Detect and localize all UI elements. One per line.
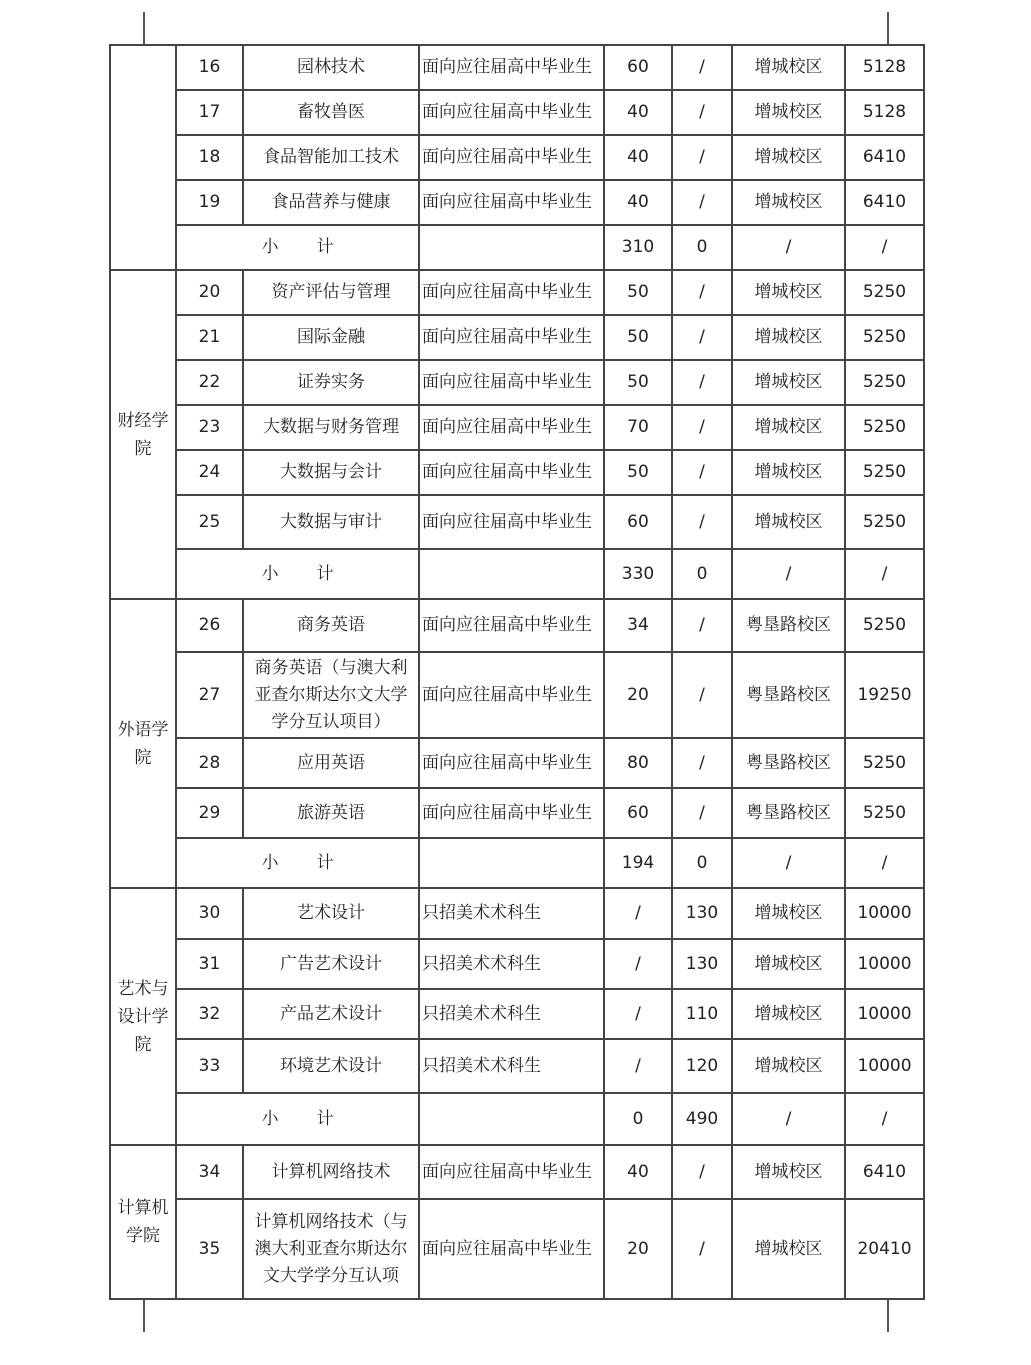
plan-general: / (604, 989, 672, 1039)
subtotal-campus: / (732, 838, 845, 888)
department-cell: 计算机学院 (110, 1145, 176, 1299)
crop-mark-bottom-left (143, 1298, 145, 1332)
tuition-fee: 6410 (845, 135, 924, 180)
plan-art: 130 (672, 939, 732, 989)
plan-general: 40 (604, 135, 672, 180)
tuition-fee: 6410 (845, 180, 924, 225)
tuition-fee: 5250 (845, 405, 924, 450)
target-students: 只招美术术科生 (419, 888, 604, 939)
plan-art: / (672, 788, 732, 838)
campus: 增城校区 (732, 90, 845, 135)
department-cell (110, 45, 176, 270)
row-number: 28 (176, 738, 243, 788)
row-number: 35 (176, 1199, 243, 1299)
row-number: 16 (176, 45, 243, 90)
subtotal-art: 0 (672, 549, 732, 599)
table-row (110, 450, 924, 495)
tuition-fee: 5250 (845, 495, 924, 549)
target-students: 只招美术术科生 (419, 1039, 604, 1093)
subtotal-row (110, 1093, 924, 1145)
plan-art: / (672, 652, 732, 738)
table-row (110, 738, 924, 788)
plan-general: 60 (604, 788, 672, 838)
tuition-fee: 5250 (845, 738, 924, 788)
campus: 增城校区 (732, 405, 845, 450)
row-number: 24 (176, 450, 243, 495)
subtotal-general: 0 (604, 1093, 672, 1145)
subtotal-label-char: 小 (261, 237, 279, 257)
tuition-fee: 10000 (845, 939, 924, 989)
major-name: 艺术设计 (243, 888, 419, 939)
target-students: 面向应往届高中毕业生 (419, 315, 604, 360)
crop-mark-bottom-right (887, 1298, 889, 1332)
row-number: 33 (176, 1039, 243, 1093)
subtotal-row (110, 838, 924, 888)
major-name: 广告艺术设计 (243, 939, 419, 989)
major-name: 食品智能加工技术 (243, 135, 419, 180)
subtotal-label-char: 小 (261, 852, 279, 873)
plan-general: 60 (604, 45, 672, 90)
target-students: 面向应往届高中毕业生 (419, 1199, 604, 1299)
row-number: 34 (176, 1145, 243, 1199)
plan-general: 34 (604, 599, 672, 652)
major-name: 产品艺术设计 (243, 989, 419, 1039)
campus: 增城校区 (732, 135, 845, 180)
campus: 增城校区 (732, 1199, 845, 1299)
subtotal-art: 490 (672, 1093, 732, 1145)
plan-art: / (672, 1145, 732, 1199)
target-students: 面向应往届高中毕业生 (419, 45, 604, 90)
tuition-fee: 10000 (845, 989, 924, 1039)
department-cell: 艺术与设计学院 (110, 888, 176, 1145)
tuition-fee: 10000 (845, 1039, 924, 1093)
campus: 增城校区 (732, 270, 845, 315)
table-row (110, 270, 924, 315)
subtotal-general: 330 (604, 549, 672, 599)
tuition-fee: 20410 (845, 1199, 924, 1299)
target-students: 面向应往届高中毕业生 (419, 652, 604, 738)
campus: 增城校区 (732, 939, 845, 989)
subtotal-general: 194 (604, 838, 672, 888)
plan-general: / (604, 939, 672, 989)
major-name: 计算机网络技术 (243, 1145, 419, 1199)
tuition-fee: 5250 (845, 315, 924, 360)
subtotal-label-char: 小 (261, 1108, 279, 1129)
campus: 增城校区 (732, 888, 845, 939)
plan-general: 40 (604, 1145, 672, 1199)
target-students: 面向应往届高中毕业生 (419, 495, 604, 549)
major-name: 大数据与财务管理 (243, 405, 419, 450)
plan-art: / (672, 315, 732, 360)
table-row (110, 1199, 924, 1299)
tuition-fee: 5128 (845, 45, 924, 90)
row-number: 26 (176, 599, 243, 652)
table-row (110, 888, 924, 939)
tuition-fee: 5250 (845, 270, 924, 315)
plan-art: / (672, 738, 732, 788)
table-row (110, 599, 924, 652)
campus: 增城校区 (732, 315, 845, 360)
plan-art: / (672, 270, 732, 315)
plan-general: 50 (604, 315, 672, 360)
major-name: 食品营养与健康 (243, 180, 419, 225)
row-number: 30 (176, 888, 243, 939)
subtotal-art: 0 (672, 225, 732, 270)
subtotal-label (176, 225, 419, 270)
subtotal-label (176, 838, 419, 888)
plan-art: / (672, 360, 732, 405)
row-number: 25 (176, 495, 243, 549)
tuition-fee: 5250 (845, 450, 924, 495)
row-number: 27 (176, 652, 243, 738)
plan-general: 50 (604, 360, 672, 405)
row-number: 23 (176, 405, 243, 450)
plan-art: / (672, 135, 732, 180)
department-cell: 财经学院 (110, 270, 176, 599)
plan-general: 70 (604, 405, 672, 450)
target-students: 只招美术术科生 (419, 989, 604, 1039)
subtotal-general: 310 (604, 225, 672, 270)
subtotal-campus: / (732, 1093, 845, 1145)
row-number: 20 (176, 270, 243, 315)
plan-general: 20 (604, 652, 672, 738)
table-row (110, 652, 924, 738)
table-row (110, 360, 924, 405)
major-name: 园林技术 (243, 45, 419, 90)
subtotal-empty (419, 225, 604, 270)
table-row (110, 405, 924, 450)
subtotal-campus: / (732, 225, 845, 270)
plan-general: / (604, 888, 672, 939)
target-students: 面向应往届高中毕业生 (419, 270, 604, 315)
plan-art: 120 (672, 1039, 732, 1093)
major-name: 资产评估与管理 (243, 270, 419, 315)
plan-art: / (672, 450, 732, 495)
plan-general: 20 (604, 1199, 672, 1299)
subtotal-fee: / (845, 225, 924, 270)
row-number: 17 (176, 90, 243, 135)
subtotal-fee: / (845, 838, 924, 888)
row-number: 31 (176, 939, 243, 989)
major-name: 证券实务 (243, 360, 419, 405)
campus: 增城校区 (732, 495, 845, 549)
campus: 增城校区 (732, 45, 845, 90)
major-name: 国际金融 (243, 315, 419, 360)
subtotal-label-char: 计 (316, 852, 334, 873)
subtotal-empty (419, 549, 604, 599)
table-row (110, 45, 924, 90)
subtotal-label-char: 计 (316, 563, 334, 584)
table-row (110, 495, 924, 549)
tuition-fee: 5250 (845, 788, 924, 838)
subtotal-label-char: 小 (261, 563, 279, 584)
subtotal-fee: / (845, 549, 924, 599)
major-name: 大数据与会计 (243, 450, 419, 495)
subtotal-row (110, 549, 924, 599)
campus: 增城校区 (732, 1145, 845, 1199)
tuition-fee: 5128 (845, 90, 924, 135)
target-students: 面向应往届高中毕业生 (419, 599, 604, 652)
subtotal-empty (419, 1093, 604, 1145)
subtotal-campus: / (732, 549, 845, 599)
plan-art: 110 (672, 989, 732, 1039)
plan-art: / (672, 405, 732, 450)
row-number: 29 (176, 788, 243, 838)
plan-general: 50 (604, 270, 672, 315)
table-row (110, 1039, 924, 1093)
target-students: 面向应往届高中毕业生 (419, 788, 604, 838)
subtotal-art: 0 (672, 838, 732, 888)
table-row (110, 90, 924, 135)
tuition-fee: 19250 (845, 652, 924, 738)
major-name: 畜牧兽医 (243, 90, 419, 135)
major-name: 大数据与审计 (243, 495, 419, 549)
plan-art: / (672, 180, 732, 225)
subtotal-label-char: 计 (316, 1108, 334, 1129)
tuition-fee: 6410 (845, 1145, 924, 1199)
campus: 粤垦路校区 (732, 788, 845, 838)
target-students: 面向应往届高中毕业生 (419, 738, 604, 788)
table-row (110, 180, 924, 225)
major-name: 旅游英语 (243, 788, 419, 838)
plan-art: / (672, 599, 732, 652)
plan-art: / (672, 1199, 732, 1299)
tuition-fee: 5250 (845, 360, 924, 405)
plan-art: / (672, 90, 732, 135)
campus: 增城校区 (732, 180, 845, 225)
plan-art: / (672, 45, 732, 90)
plan-general: 40 (604, 180, 672, 225)
row-number: 18 (176, 135, 243, 180)
row-number: 19 (176, 180, 243, 225)
campus: 粤垦路校区 (732, 599, 845, 652)
plan-general: 40 (604, 90, 672, 135)
campus: 粤垦路校区 (732, 738, 845, 788)
target-students: 只招美术术科生 (419, 939, 604, 989)
major-name: 商务英语 (243, 599, 419, 652)
table-row (110, 939, 924, 989)
subtotal-label-char: 计 (316, 237, 334, 257)
table-row (110, 1145, 924, 1199)
plan-general: 50 (604, 450, 672, 495)
crop-mark-top-right (887, 12, 889, 44)
subtotal-label (176, 549, 419, 599)
crop-mark-top-left (143, 12, 145, 44)
campus: 粤垦路校区 (732, 652, 845, 738)
campus: 增城校区 (732, 450, 845, 495)
row-number: 32 (176, 989, 243, 1039)
subtotal-empty (419, 838, 604, 888)
tuition-fee: 10000 (845, 888, 924, 939)
plan-art: / (672, 495, 732, 549)
row-number: 21 (176, 315, 243, 360)
subtotal-label (176, 1093, 419, 1145)
target-students: 面向应往届高中毕业生 (419, 450, 604, 495)
table-row (110, 135, 924, 180)
table-row (110, 315, 924, 360)
campus: 增城校区 (732, 1039, 845, 1093)
subtotal-row (110, 225, 924, 270)
plan-general: / (604, 1039, 672, 1093)
row-number: 22 (176, 360, 243, 405)
major-name: 商务英语（与澳大利亚查尔斯达尔文大学学分互认项目） (243, 652, 419, 738)
table-row (110, 788, 924, 838)
target-students: 面向应往届高中毕业生 (419, 360, 604, 405)
target-students: 面向应往届高中毕业生 (419, 405, 604, 450)
major-name: 计算机网络技术（与澳大利亚查尔斯达尔文大学学分互认项 (243, 1199, 419, 1299)
plan-general: 60 (604, 495, 672, 549)
target-students: 面向应往届高中毕业生 (419, 1145, 604, 1199)
campus: 增城校区 (732, 989, 845, 1039)
plan-general: 80 (604, 738, 672, 788)
enrollment-table (109, 44, 925, 1300)
target-students: 面向应往届高中毕业生 (419, 135, 604, 180)
tuition-fee: 5250 (845, 599, 924, 652)
major-name: 应用英语 (243, 738, 419, 788)
target-students: 面向应往届高中毕业生 (419, 90, 604, 135)
subtotal-fee: / (845, 1093, 924, 1145)
plan-art: 130 (672, 888, 732, 939)
campus: 增城校区 (732, 360, 845, 405)
table-row (110, 989, 924, 1039)
target-students: 面向应往届高中毕业生 (419, 180, 604, 225)
department-cell: 外语学院 (110, 599, 176, 888)
major-name: 环境艺术设计 (243, 1039, 419, 1093)
